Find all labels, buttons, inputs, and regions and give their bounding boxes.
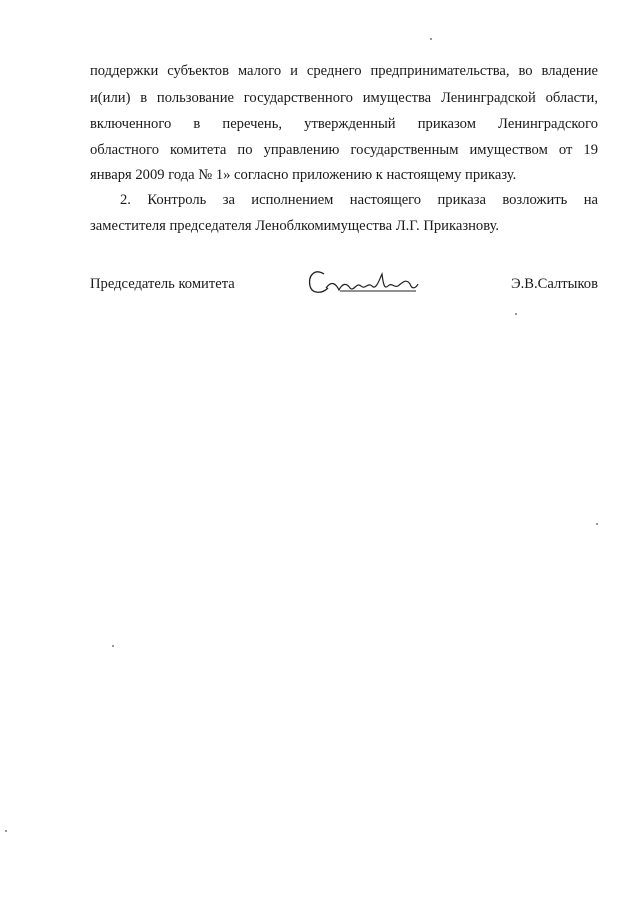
paragraph-line: областного комитета по управлению государственным имуществом от 19: [90, 142, 598, 158]
signatory-title: Председатель комитета: [90, 276, 235, 292]
paragraph-line: и(или) в пользование государственного имущества Ленинградской области,: [90, 90, 598, 106]
signatory-name: Э.В.Салтыков: [510, 276, 598, 292]
scan-speck: [596, 523, 598, 525]
paragraph-line: января 2009 года № 1» согласно приложению к настоящему приказу.: [90, 167, 517, 183]
scan-speck: [515, 313, 517, 315]
paragraph-line: включенного в перечень, утвержденный приказом Ленинградского: [90, 116, 598, 132]
paragraph-line: заместителя председателя Леноблкомимущества Л.Г. Приказнову.: [90, 218, 500, 234]
scan-speck: [430, 38, 432, 40]
scan-speck: [112, 645, 114, 647]
paragraph-item-2: 2. Контроль за исполнением настоящего приказа возложить на: [120, 192, 598, 208]
signature-block: [90, 272, 598, 302]
scan-speck: [5, 830, 7, 832]
handwritten-signature: [306, 264, 428, 304]
paragraph-line: поддержки субъектов малого и среднего предпринимательства, во владение: [90, 63, 598, 79]
